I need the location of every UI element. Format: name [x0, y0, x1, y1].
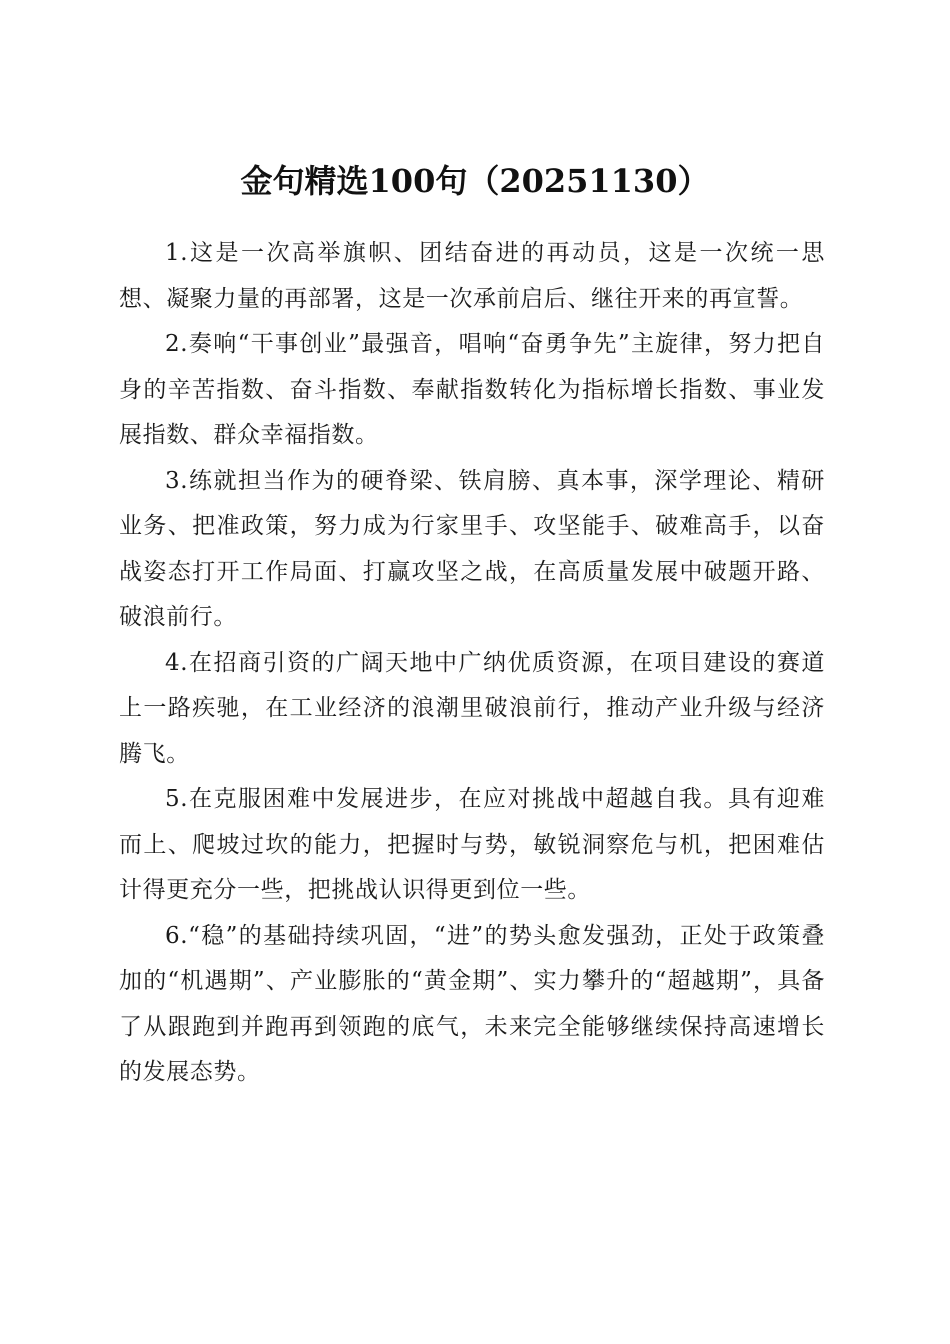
- page-title: 金句精选100句（20251130）: [240, 162, 710, 201]
- paragraph-3: 3.练就担当作为的硬脊梁、铁肩膀、真本事，深学理论、精研业务、把准政策，努力成为行家里手、攻坚能手、破难高手，以奋战姿态打开工作局面、打赢攻坚之战，在高质量发展中破题开路、破浪前行。: [119, 467, 825, 630]
- paragraph-5: 5.在克服困难中发展进步，在应对挑战中超越自我。具有迎难而上、爬坡过坎的能力，把握时与势，敏锐洞察危与机，把困难估计得更充分一些，把挑战认识得更到位一些。: [119, 786, 825, 903]
- paragraph-4: 4.在招商引资的广阔天地中广纳优质资源，在项目建设的赛道上一路疾驰，在工业经济的浪潮里破浪前行，推动产业升级与经济腾飞。: [119, 649, 825, 767]
- paragraph-1: 1.这是一次高举旗帜、团结奋进的再动员，这是一次统一思想、凝聚力量的再部署，这是一次承前启后、继往开来的再宣誓。: [119, 240, 825, 312]
- paragraph-6: 6.“稳”的基础持续巩固，“进”的势头愈发强劲，正处于政策叠加的“机遇期”、产业膨胀的“黄金期”、实力攀升的“超越期”，具备了从跟跑到并跑再到领跑的底气，未来完全能够继续保持高速增长的发展态势。: [119, 922, 825, 1085]
- document-body: [119, 231, 825, 1096]
- paragraph-2: 2.奏响“干事创业”最强音，唱响“奋勇争先”主旋律，努力把自身的辛苦指数、奋斗指数、奉献指数转化为指标增长指数、事业发展指数、群众幸福指数。: [119, 331, 825, 448]
